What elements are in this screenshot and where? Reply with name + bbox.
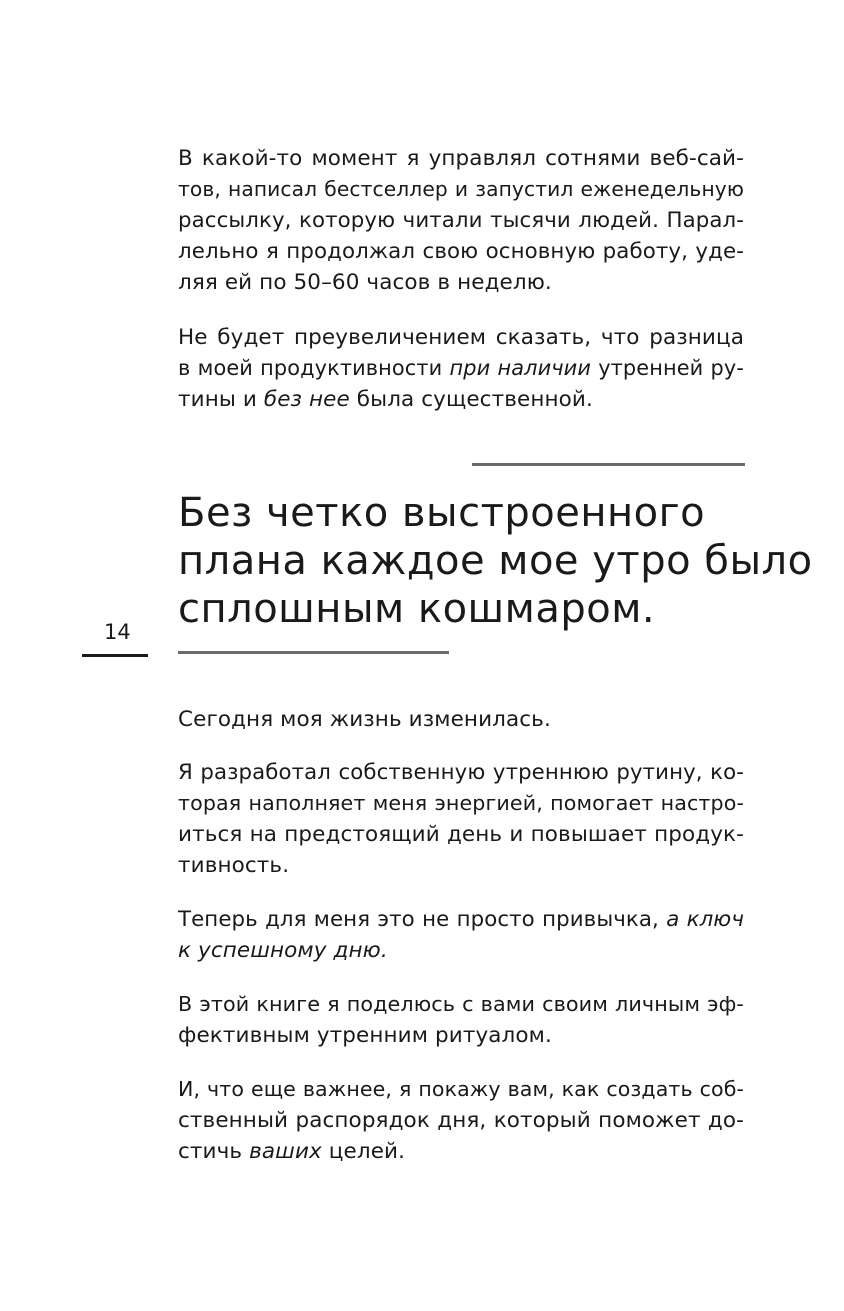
text-line: фективным утренним ритуалом. [178,1023,552,1048]
text-line: лельно я продолжал свою основную работу, уде- [178,239,744,264]
text-line [178,384,744,415]
pull-quote-line: сплошным кошмаром. [178,586,656,632]
text-line: тов, написал бестселлер и запустил еженедельную [178,177,744,201]
paragraph-key [178,904,744,966]
emphasis-text: к успешному дню. [178,938,388,963]
paragraph-book [178,989,744,1051]
pull-quote-top-rule [472,463,745,466]
page-number: 14 [104,620,131,644]
paragraph-intro [178,143,744,298]
text-line [178,1136,744,1167]
text-line: В какой-то момент я управлял сотнями веб-сай- [178,146,744,171]
text-line: ляя ей по 50–60 часов в неделю. [178,270,552,295]
text-segment: стичь [178,1139,250,1164]
text-segment: целей. [321,1139,406,1164]
emphasis-text: ваших [249,1139,322,1164]
text-line [178,904,744,935]
emphasis-text: без нее [263,387,350,412]
paragraph-today [178,704,744,735]
text-segment: тины и [178,387,264,412]
text-segment: была существенной. [349,387,593,412]
text-segment: в моей продуктивности [178,356,450,380]
text-segment: Теперь для меня это не просто привычка, [178,907,667,932]
text-line: Сегодня моя жизнь изменилась. [178,707,551,732]
emphasis-text: при наличии [449,356,591,380]
text-line: И, что еще важнее, я покажу вам, как создать соб- [178,1077,744,1101]
pull-quote-line: плана каждое мое утро было [178,538,813,584]
text-line: торая наполняет меня энергией, помогает настро- [178,791,744,815]
text-line: иться на предстоящий день и повышает продук- [178,822,744,847]
text-line: рассылку, которую читали тысячи людей. Парал- [178,208,744,233]
paragraph-productivity [178,322,744,415]
pull-quote-line: Без четко выстроенного [178,490,706,536]
emphasis-text: а ключ [666,907,744,932]
text-line: ственный распорядок дня, который поможет до- [178,1108,744,1133]
text-line: В этой книге я поделюсь с вами своим личным эф- [178,992,744,1016]
text-line: тивность. [178,853,290,878]
text-line [178,353,744,384]
text-line [178,935,744,966]
page-number-rule [82,654,148,657]
paragraph-routine [178,757,744,881]
pull-quote-bottom-rule [178,651,449,654]
text-line: Не будет преувеличением сказать, что разница [178,325,744,350]
paragraph-schedule [178,1074,744,1167]
pull-quote [178,489,813,633]
text-line: Я разработал собственную утреннюю рутину, ко- [178,760,744,785]
text-segment: утренней ру- [591,356,744,380]
